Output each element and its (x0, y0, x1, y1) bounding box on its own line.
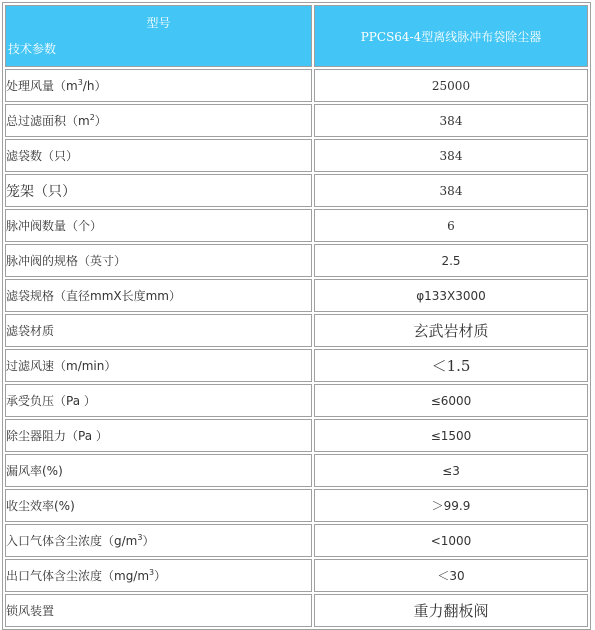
row-value: ≤1500 (314, 419, 588, 452)
row-value: 384 (314, 174, 588, 207)
table-row (5, 139, 588, 172)
row-value: ＞99.9 (314, 489, 588, 522)
table-row (5, 174, 588, 207)
row-label: 滤袋材质 (5, 314, 312, 347)
row-value: 6 (314, 209, 588, 242)
row-label: 脉冲阀的规格（英寸） (5, 244, 312, 277)
table-row (5, 524, 588, 557)
row-value: 384 (314, 139, 588, 172)
spec-table (2, 2, 591, 630)
table-row (5, 384, 588, 417)
row-label: 笼架（只） (5, 174, 312, 207)
header-label-cell (5, 5, 312, 67)
row-label: 除尘器阻力（Pa ） (5, 419, 312, 452)
row-value: 2.5 (314, 244, 588, 277)
table-row (5, 559, 588, 592)
table-row (5, 279, 588, 312)
row-value: ＜1.5 (314, 349, 588, 382)
row-value: 25000 (314, 69, 588, 102)
table-row (5, 489, 588, 522)
model-value: PPCS64-4型离线脉冲布袋除尘器 (314, 5, 588, 67)
row-value: φ133X3000 (314, 279, 588, 312)
row-value: 重力翻板阀 (314, 594, 588, 627)
row-value: ＜30 (314, 559, 588, 592)
table-row (5, 69, 588, 102)
model-header: 型号 (146, 16, 171, 30)
row-label: 出口气体含尘浓度$(mg/m^3)$ (5, 559, 312, 592)
table-row (5, 314, 588, 347)
row-value: 384 (314, 104, 588, 137)
table-row (5, 594, 588, 627)
row-label: 入口气体含尘浓度$(g/m^3)$ (5, 524, 312, 557)
row-label: 滤袋数（只） (5, 139, 312, 172)
table-row (5, 209, 588, 242)
table-row (5, 454, 588, 487)
table-row (5, 104, 588, 137)
row-value: ≤6000 (314, 384, 588, 417)
row-label: 脉冲阀数量（个） (5, 209, 312, 242)
row-label: 承受负压（Pa ） (5, 384, 312, 417)
param-header: 技术参数 (8, 42, 57, 56)
row-value: 玄武岩材质 (314, 314, 588, 347)
table-row (5, 349, 588, 382)
row-label: 处理风量$(m^3/h)$ (5, 69, 312, 102)
row-label: 滤袋规格（直径mmX长度mm） (5, 279, 312, 312)
row-value: <1000 (314, 524, 588, 557)
row-label: 过滤风速（m/min） (5, 349, 312, 382)
table-row (5, 419, 588, 452)
table-row (5, 244, 588, 277)
row-label: 收尘效率(%) (5, 489, 312, 522)
row-label: 总过滤面积$(m^2)$ (5, 104, 312, 137)
table-header-row (5, 5, 588, 67)
row-label: 漏风率(%) (5, 454, 312, 487)
row-value: ≤3 (314, 454, 588, 487)
row-label: 锁风装置 (5, 594, 312, 627)
